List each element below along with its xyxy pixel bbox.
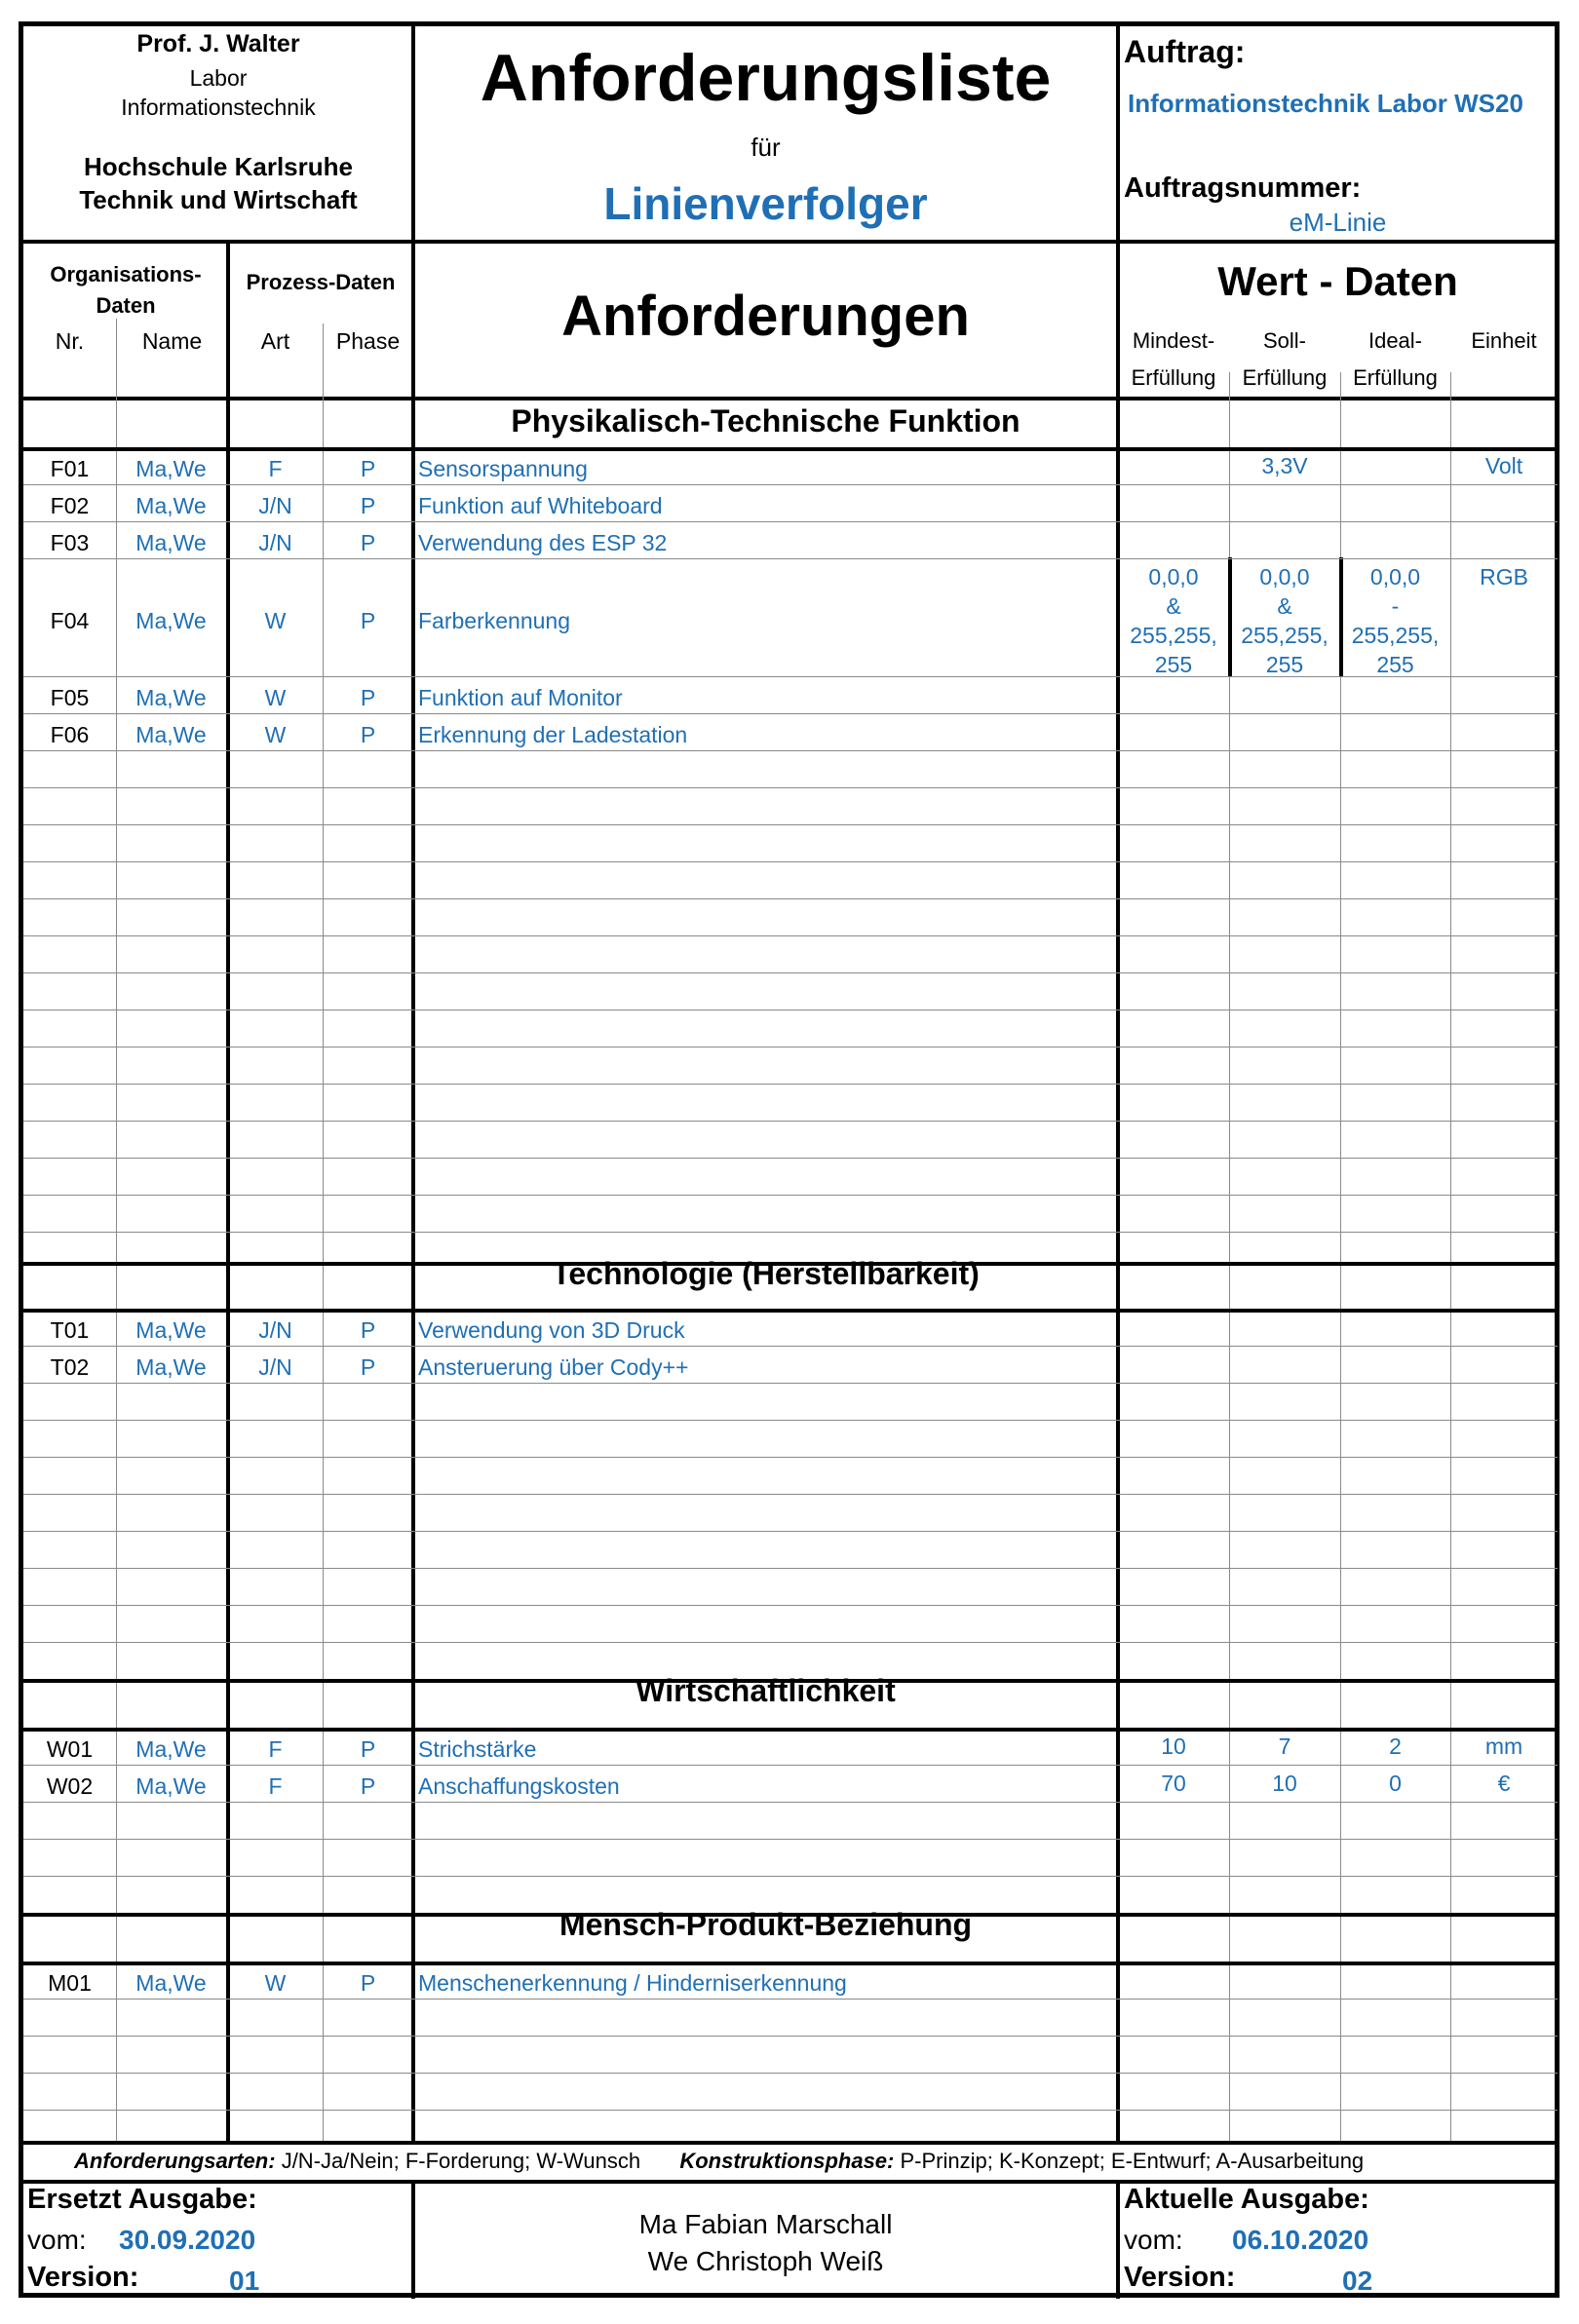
divider-footer-right: [1116, 2182, 1120, 2299]
cell-name: Ma,We: [135, 1317, 207, 1343]
col-mindest-2: Erfüllung: [1131, 365, 1216, 390]
cell-soll: 3,3V: [1261, 453, 1308, 478]
section-title-wirtschaftlichkeit: Wirtschaftlichkeit: [635, 1673, 896, 1708]
ersetzt-vom-label: vom:: [27, 2225, 87, 2255]
cell-name: Ma,We: [135, 1970, 207, 1996]
row-line: [23, 521, 1558, 522]
cell-text: Farberkennung: [418, 607, 570, 633]
legend-top-divider: [23, 2141, 1558, 2145]
cell-art: J/N: [258, 1317, 292, 1343]
row-line: [23, 1084, 1558, 1085]
cell-phase: P: [360, 530, 376, 555]
col-soll: Soll-: [1262, 328, 1306, 353]
legend-phase-label: Konstruktionsphase:: [679, 2149, 895, 2173]
col-phase: Phase: [335, 328, 401, 354]
requirements-sheet: [19, 21, 1560, 2298]
cell-nr: F05: [50, 685, 90, 710]
cell-name: Ma,We: [135, 1354, 207, 1380]
row-line: [23, 898, 1558, 899]
cell-phase: P: [360, 456, 376, 481]
cell-nr: W02: [46, 1773, 94, 1799]
hochschule-subtitle: Technik und Wirtschaft: [79, 185, 358, 214]
aktuell-version-label: Version:: [1124, 2262, 1236, 2293]
cell-name: Ma,We: [135, 685, 207, 710]
cell-nr: F02: [50, 493, 90, 518]
header-divider: [23, 240, 1558, 244]
row-line: [23, 1999, 1558, 2000]
ersetzt-label: Ersetzt Ausgabe:: [27, 2184, 257, 2215]
cell-art: F: [268, 1736, 283, 1762]
hochschule-name: Hochschule Karlsruhe: [84, 152, 353, 181]
cell-mindest: 70: [1161, 1771, 1186, 1796]
auftragsnummer-label: Auftragsnummer:: [1124, 172, 1362, 204]
section-header-bottom: [23, 1309, 1558, 1313]
aktuell-label: Aktuelle Ausgabe:: [1124, 2184, 1369, 2215]
legend-line: [74, 2149, 1364, 2174]
cell-name: Ma,We: [135, 722, 207, 747]
cell-ideal: 0,0,0 - 255,255, 255: [1351, 564, 1440, 677]
section-title-physikalisch: Physikalisch-Technische Funktion: [511, 403, 1021, 438]
section-header-bottom: [23, 1962, 1558, 1965]
author-1: Ma Fabian Marschall: [638, 2209, 893, 2239]
row-line: [23, 2110, 1558, 2111]
cell-nr: T02: [50, 1354, 90, 1380]
cell-text: Funktion auf Monitor: [418, 685, 623, 710]
cell-phase: P: [360, 1354, 376, 1380]
divider-left-header: [411, 26, 415, 2145]
divider-footer-left: [411, 2182, 415, 2299]
row-line: [23, 2073, 1558, 2074]
row-line: [23, 1494, 1558, 1495]
org-header: Organisations-: [50, 262, 202, 286]
wert-header: Wert - Daten: [1217, 258, 1458, 304]
row-line: [23, 558, 1558, 559]
row-line: [23, 861, 1558, 862]
cell-mindest: 0,0,0 & 255,255, 255: [1130, 564, 1217, 677]
cell-phase: P: [360, 493, 376, 518]
cell-einheit: €: [1497, 1771, 1511, 1796]
legend-phase-text: P-Prinzip; K-Konzept; E-Entwurf; A-Ausarbeitung: [900, 2149, 1365, 2173]
cell-art: F: [268, 1773, 283, 1799]
cell-art: W: [264, 1970, 287, 1996]
row-line: [23, 750, 1558, 751]
cell-art: W: [264, 685, 287, 710]
cell-text: Verwendung von 3D Druck: [418, 1317, 685, 1343]
row-line: [23, 484, 1558, 485]
divider-nr: [116, 319, 117, 2141]
cell-art: W: [264, 607, 287, 633]
document-title: Anforderungsliste: [480, 41, 1052, 115]
divider-org-prozess: [226, 240, 230, 2145]
anforderungen-header: Anforderungen: [561, 285, 970, 348]
cell-mindest: 10: [1161, 1733, 1186, 1759]
cell-soll: 7: [1278, 1733, 1291, 1759]
cell-text: Ansteruerung über Cody++: [418, 1354, 689, 1380]
cell-nr: F06: [50, 722, 90, 747]
prof-name: Prof. J. Walter: [136, 30, 300, 57]
row-line: [23, 713, 1558, 714]
fuer-label: für: [751, 133, 781, 162]
cell-soll: 0,0,0 & 255,255, 255: [1241, 564, 1329, 677]
cell-ideal: 2: [1389, 1733, 1402, 1759]
cell-art: W: [264, 722, 287, 747]
cell-name: Ma,We: [135, 530, 207, 555]
cell-nr: T01: [50, 1317, 90, 1343]
row-line: [23, 1605, 1558, 1606]
cell-nr: F04: [50, 607, 90, 633]
auftrag-value: Informationstechnik Labor WS20: [1128, 89, 1523, 118]
ersetzt-version-label: Version:: [27, 2262, 139, 2293]
cell-name: Ma,We: [135, 1736, 207, 1762]
ersetzt-version: 01: [229, 2266, 260, 2296]
row-line: [23, 1876, 1558, 1877]
cell-einheit: mm: [1484, 1733, 1523, 1759]
cell-text: Sensorspannung: [418, 456, 588, 481]
row-line: [23, 824, 1558, 825]
cell-phase: P: [360, 685, 376, 710]
cell-nr: W01: [46, 1736, 94, 1762]
row-line: [23, 1568, 1558, 1569]
cell-phase: P: [360, 607, 376, 633]
col-einheit: Einheit: [1471, 328, 1537, 353]
author-2: We Christoph Weiß: [647, 2246, 884, 2276]
row-line: [23, 1158, 1558, 1159]
cell-text: Menschenerkennung / Hinderniserkennung: [418, 1970, 847, 1996]
row-line: [23, 1047, 1558, 1048]
institut-label: Informationstechnik: [121, 95, 316, 120]
aktuell-date: 06.10.2020: [1232, 2225, 1369, 2255]
col-name: Name: [141, 328, 203, 354]
row-line: [23, 1531, 1558, 1532]
row-line: [23, 1642, 1558, 1643]
col-art: Art: [260, 328, 290, 354]
row-line: [23, 935, 1558, 936]
legend-arten-label: Anforderungsarten:: [74, 2149, 276, 2173]
prozess-header: Prozess-Daten: [246, 270, 396, 294]
divider-right-header: [1116, 26, 1120, 2145]
col-ideal-2: Erfüllung: [1353, 365, 1438, 390]
cell-art: J/N: [258, 1354, 292, 1380]
labor-label: Labor: [189, 65, 248, 91]
cell-art: J/N: [258, 530, 292, 555]
col-ideal: Ideal-: [1367, 328, 1423, 353]
cell-einheit: Volt: [1484, 453, 1523, 478]
col-soll-2: Erfüllung: [1242, 365, 1328, 390]
cell-text: Anschaffungskosten: [418, 1773, 620, 1799]
cell-einheit: RGB: [1480, 564, 1528, 590]
cell-art: F: [268, 456, 283, 481]
row-line: [23, 1420, 1558, 1421]
cell-soll: 10: [1272, 1771, 1297, 1796]
ersetzt-date: 30.09.2020: [119, 2225, 256, 2255]
cell-phase: P: [360, 1970, 376, 1996]
row-line: [23, 676, 1558, 677]
cell-name: Ma,We: [135, 493, 207, 518]
colheader-divider: [23, 397, 1558, 400]
row-line: [23, 1383, 1558, 1384]
cell-text: Funktion auf Whiteboard: [418, 493, 663, 518]
row-line: [23, 972, 1558, 973]
cell-phase: P: [360, 1736, 376, 1762]
row-line: [23, 1839, 1558, 1840]
cell-name: Ma,We: [135, 1773, 207, 1799]
cell-text: Erkennung der Ladestation: [418, 722, 688, 747]
row-line: [23, 1195, 1558, 1196]
cell-name: Ma,We: [135, 607, 207, 633]
auftragsnummer-value: eM-Linie: [1289, 208, 1387, 237]
row-line: [23, 1802, 1558, 1803]
row-line: [23, 1765, 1558, 1766]
section-title-technologie: Technologie (Herstellbarkeit): [552, 1256, 980, 1291]
col-mindest: Mindest-: [1132, 328, 1215, 353]
cell-phase: P: [360, 1773, 376, 1799]
cell-nr: M01: [48, 1970, 92, 1996]
cell-nr: F03: [50, 530, 90, 555]
cell-text: Strichstärke: [418, 1736, 537, 1762]
row-line: [23, 2036, 1558, 2037]
auftrag-label: Auftrag:: [1124, 34, 1246, 69]
product-name: Linienverfolger: [603, 178, 928, 229]
cell-name: Ma,We: [135, 456, 207, 481]
cell-nr: F01: [50, 456, 90, 481]
col-nr: Nr.: [55, 328, 85, 354]
cell-phase: P: [360, 722, 376, 747]
row-line: [23, 787, 1558, 788]
cell-phase: P: [360, 1317, 376, 1343]
aktuell-vom-label: vom:: [1124, 2225, 1183, 2255]
section-title-mensch: Mensch-Produkt-Beziehung: [558, 1907, 973, 1942]
legend-arten-text: J/N-Ja/Nein; F-Forderung; W-Wunsch: [281, 2149, 641, 2173]
row-line: [23, 1121, 1558, 1122]
row-line: [23, 1232, 1558, 1233]
aktuell-version: 02: [1342, 2266, 1373, 2296]
cell-art: J/N: [258, 493, 292, 518]
cell-ideal: 0: [1389, 1771, 1402, 1796]
org-header-2: Daten: [96, 293, 156, 318]
row-line: [23, 1346, 1558, 1347]
cell-text: Verwendung des ESP 32: [418, 530, 668, 555]
row-line: [23, 1457, 1558, 1458]
